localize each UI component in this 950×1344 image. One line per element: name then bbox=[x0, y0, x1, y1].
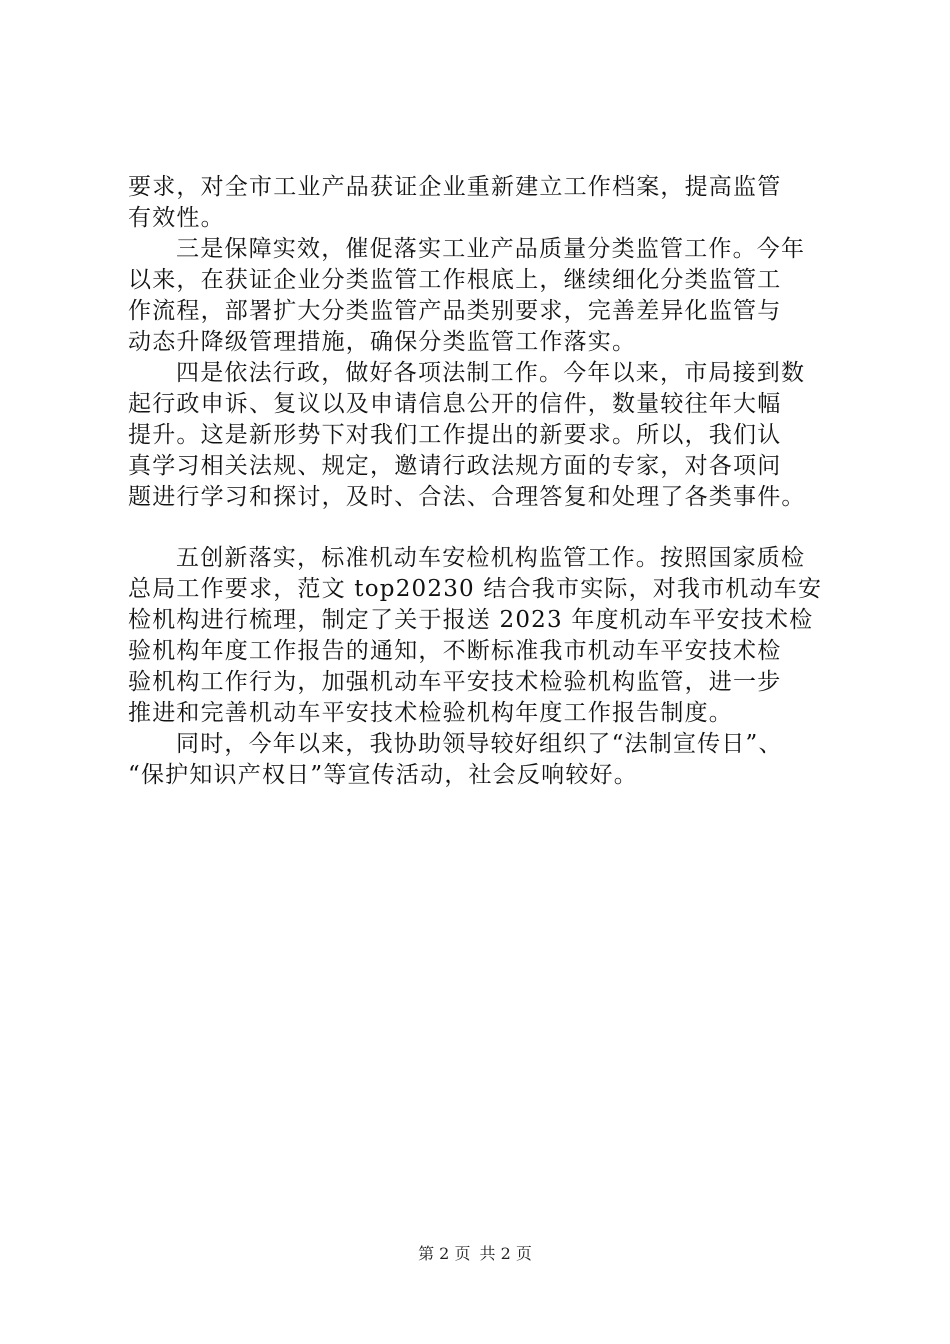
paragraph-spacer bbox=[128, 513, 834, 543]
paragraph-1 bbox=[128, 172, 834, 234]
text-line: 总局工作要求，范文 top20230 结合我市实际，对我市机动车安 bbox=[128, 576, 823, 602]
text-line: 以来，在获证企业分类监管工作根底上，继续细化分类监管工 bbox=[128, 267, 782, 293]
text-line: 五创新落实，标准机动车安检机构监管工作。按照国家质检 bbox=[176, 545, 806, 571]
paragraph-4 bbox=[128, 543, 834, 729]
text-line: 有效性。 bbox=[128, 205, 225, 231]
page-total: 共 2 页 bbox=[479, 1244, 532, 1263]
text-line: 验机构年度工作报告的通知，不断标准我市机动车平安技术检 bbox=[128, 638, 782, 664]
text-line: 提升。这是新形势下对我们工作提出的新要求。所以，我们认 bbox=[128, 422, 782, 448]
text-line: 要求，对全市工业产品获证企业重新建立工作档案，提高监管 bbox=[128, 174, 782, 200]
paragraph-2 bbox=[128, 234, 834, 358]
text-line: 真学习相关法规、规定，邀请行政法规方面的专家，对各项问 bbox=[128, 453, 782, 479]
text-line: 四是依法行政，做好各项法制工作。今年以来，市局接到数 bbox=[176, 360, 806, 386]
page-footer bbox=[0, 1244, 950, 1264]
paragraph-3 bbox=[128, 358, 834, 513]
text-line: 三是保障实效，催促落实工业产品质量分类监管工作。今年 bbox=[176, 236, 806, 262]
page-number: 第 2 页 bbox=[418, 1244, 471, 1263]
text-line: 动态升降级管理措施，确保分类监管工作落实。 bbox=[128, 329, 637, 355]
text-line: 推进和完善机动车平安技术检验机构年度工作报告制度。 bbox=[128, 700, 733, 726]
paragraph-5 bbox=[128, 729, 834, 791]
text-line: 作流程，部署扩大分类监管产品类别要求，完善差异化监管与 bbox=[128, 298, 782, 324]
text-line: 起行政申诉、复议以及申请信息公开的信件，数量较往年大幅 bbox=[128, 391, 782, 417]
text-line: “保护知识产权日”等宣传活动，社会反响较好。 bbox=[128, 762, 638, 788]
text-line: 检机构进行梳理，制定了关于报送 2023 年度机动车平安技术检 bbox=[128, 607, 814, 633]
text-line: 同时，今年以来，我协助领导较好组织了“法制宣传日”、 bbox=[176, 731, 783, 757]
document-body bbox=[128, 172, 834, 791]
text-line: 题进行学习和探讨，及时、合法、合理答复和处理了各类事件。 bbox=[128, 484, 806, 510]
text-line: 验机构工作行为，加强机动车平安技术检验机构监管，进一步 bbox=[128, 669, 782, 695]
